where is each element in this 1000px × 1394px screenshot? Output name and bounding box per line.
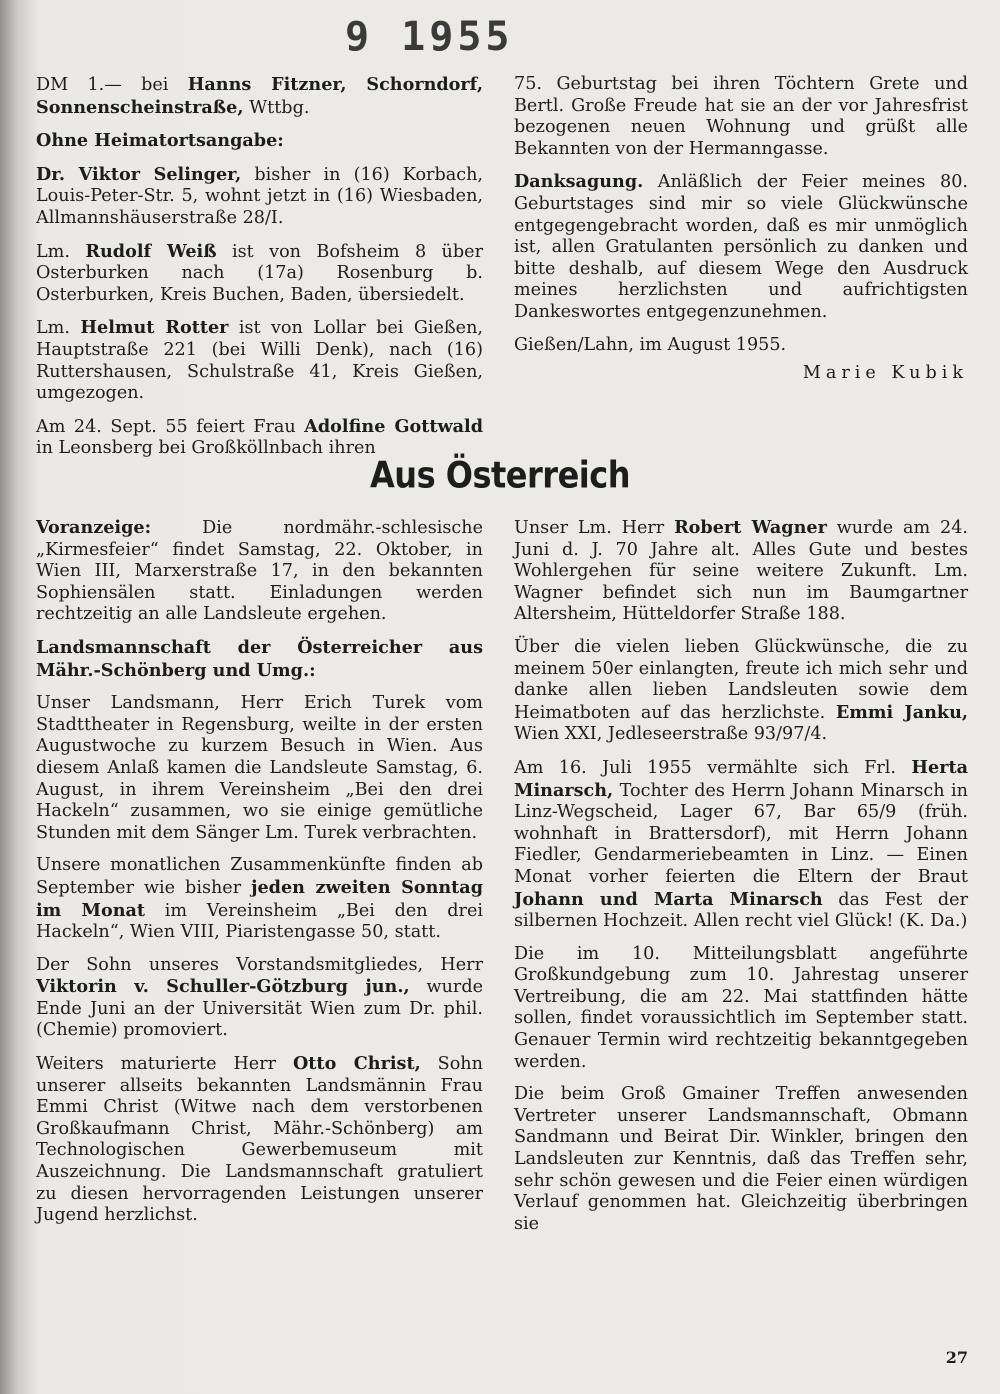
bold-run: jeden zweiten Sonntag im Monat <box>36 876 483 921</box>
paragraph-p9 <box>514 335 968 357</box>
paragraph-p5 <box>36 317 483 404</box>
column-top-right <box>514 74 968 385</box>
text-run: Lm. <box>36 318 81 339</box>
text-run: Tochter des Herrn Johann Minarsch in Linz-Wegscheid, Lager 67, Bar 65/9 (früh. wohnhaft in Brattersdorf), mit Herrn Johann Fiedler, Gendarmeriebeamten in Linz. — Einen Monat vorher feierten die Eltern der Braut <box>514 780 968 887</box>
text-run: ist von Bofsheim 8 über Osterburken nach (17a) Rosenburg b. Osterburken, Kreis Buchen, Baden, übersiedelt. <box>36 241 483 305</box>
paragraph-p13 <box>36 855 483 943</box>
paragraph-p7 <box>514 74 968 160</box>
section-title: Aus Österreich <box>370 453 630 497</box>
text-run: wurde Ende Juni an der Universität Wien zum Dr. phil. (Chemie) promoviert. <box>36 977 483 1041</box>
text-run: Die im 10. Mitteilungsblatt angeführte Großkundgebung zum 10. Jahrestag unserer Vertreibung, die am 22. Mai stattfinden hätte sollen, findet voraussichtlich im September statt. Genauer Termin wird rechtzeitig bekanntgegeben werden. <box>514 943 968 1072</box>
paragraph-p4 <box>36 241 483 307</box>
bold-run: Viktorin v. Schuller-Götzburg jun., <box>36 976 410 998</box>
text-run: Unsere monatlichen Zusammenkünfte finden ab September wie bisher <box>36 855 483 898</box>
paragraph-p2 <box>36 130 483 153</box>
text-run: bisher in (16) Korbach, Louis-Peter-Str. 5, wohnt jetzt in (16) Wiesbaden, Allmannshäuserstraße 28/I. <box>36 164 483 228</box>
paragraph-p19 <box>514 944 968 1074</box>
bold-run: Adolfine Gottwald <box>304 415 483 437</box>
text-run: Gießen/Lahn, im August 1955. <box>514 334 787 355</box>
text-run: im Vereinsheim „Bei den drei Hackeln“, Wien VIII, Piaristengasse 50, statt. <box>36 900 484 943</box>
paragraph-p3 <box>36 164 483 230</box>
paragraph-p11 <box>36 637 483 682</box>
bold-run: Hanns Fitzner, Schorndorf, Sonnenscheinstraße, <box>36 74 483 118</box>
paragraph-p8 <box>514 171 968 323</box>
paragraph-p18 <box>514 757 968 933</box>
bold-run: Dr. Viktor Selinger, <box>36 163 242 185</box>
text-run: ist von Lollar bei Gießen, Hauptstraße 221 (bei Willi Denk), nach (16) Ruttershausen, Schulstraße 41, Kreis Gießen, umgezogen. <box>36 318 483 404</box>
text-run: das Fest der silbernen Hochzeit. Allen recht viel Glück! (K. Da.) <box>514 889 969 932</box>
text-run: Am 24. Sept. 55 feiert Frau <box>36 416 305 437</box>
text-run: in Leonsberg bei Großköllnbach ihren <box>36 438 376 459</box>
paragraph-p15 <box>36 1053 483 1227</box>
text-run: Die nordmähr.-schlesische „Kirmesfeier“ findet Samstag, 22. Oktober, in Wien III, Marxerstraße 17, in den bekannten Sophiensälen statt. Einladungen werden rechtzeitig an alle Landsleute ergehen. <box>36 518 483 625</box>
text-run: Der Sohn unseres Vorstandsmitgliedes, Herr <box>36 954 483 975</box>
text-run: wurde am 24. Juni d. J. 70 Jahre alt. Alles Gute und bestes Wohlergehen für seine weitere Zukunft. Lm. Wagner befindet sich nun im Baumgartner Altersheim, Hütteldorfer Straße 188. <box>514 518 969 625</box>
text-run: Weiters maturierte Herr <box>36 1054 293 1075</box>
text-run: Sohn unserer allseits bekannten Landsmännin Frau Emmi Christ (Witwe nach dem verstorbenen Großkaufmann Christ, Mähr.-Schönberg) am Technologischen Gewerbemuseum mit Auszeichnung. Die Landsmannschaft gratuliert zu diesen hervorragenden Leistungen unserer Jugend herzlichst. <box>36 1054 483 1226</box>
text-run: Wien XXI, Jedleseerstraße 93/97/4. <box>514 724 828 745</box>
bold-run: Otto Christ, <box>292 1053 421 1075</box>
bold-run: Johann und Marta Minarsch <box>514 888 823 910</box>
bold-run: Danksagung. <box>514 171 644 193</box>
bold-run: Landsmannschaft der Österreicher aus Mähr.-Schönberg und Umg.: <box>36 636 483 681</box>
text-run: Lm. <box>36 241 86 262</box>
bold-run: Emmi Janku, <box>835 701 968 723</box>
text-run: Unser Landsmann, Herr Erich Turek vom Stadttheater in Regensburg, weilte in der ersten Augustwoche zu kurzem Besuch in Wien. Aus diesem Anlaß kamen die Landsleute Samstag, 6. August, in ihrem Vereinsheim „Bei den drei Hackeln“ zusammen, wo sie einige gemütliche Stunden mit dem Sänger Lm. Turek verbrachten. <box>36 693 483 843</box>
text-run: 75. Geburtstag bei ihren Töchtern Grete und Bertl. Große Freude hat sie an der vor Jahresfrist bezogenen neuen Wohnung und grüßt alle Bekannten von der Hermanngasse. <box>514 74 968 159</box>
paragraph-p10 <box>36 517 483 626</box>
bold-run: Robert Wagner <box>674 517 827 538</box>
text-run: DM 1.— bei <box>36 75 188 95</box>
bold-run: Voranzeige: <box>36 517 152 538</box>
paragraph-p1 <box>36 74 483 119</box>
column-top-right-body <box>514 74 968 356</box>
bold-run: Ohne Heimatortsangabe: <box>36 130 284 152</box>
text-run: Anläßlich der Feier meines 80. Geburtstages sind mir so viele Glückwünsche entgegengebracht worden, daß es mir unmöglich ist, allen Gratulanten persönlich zu danken und bitte deshalb, auf diesem Wege den Ausdruck meines herzlichsten und aufrichtigsten Dankeswortes entgegenzunehmen. <box>514 172 968 322</box>
bold-run: Helmut Rotter <box>80 317 229 339</box>
bold-run: Rudolf Weiß <box>85 240 217 262</box>
column-bottom-left <box>36 517 483 1238</box>
text-run: Am 16. Juli 1955 vermählte sich Frl. <box>514 757 912 778</box>
text-run: Über die vielen lieben Glückwünsche, die zu meinem 50er einlangten, freute ich mich sehr und danke allen lieben Landsleuten sowie dem Heimatboten auf das herzlichste. <box>514 636 968 723</box>
paragraph-p17 <box>514 637 968 746</box>
paragraph-p20 <box>514 1084 968 1235</box>
bold-run: Herta Minarsch, <box>514 756 968 801</box>
signature: Marie Kubik <box>802 363 968 384</box>
page-number: 27 <box>945 1348 968 1367</box>
text-run: Wttbg. <box>243 97 310 118</box>
paragraph-p16 <box>514 517 968 626</box>
paragraph-p14 <box>36 955 483 1042</box>
column-bottom-right <box>514 517 968 1246</box>
issue-number: 9 1955 <box>345 14 514 60</box>
column-top-left <box>36 74 483 471</box>
text-run: Die beim Groß Gmainer Treffen anwesenden Vertreter unserer Landsmannschaft, Obmann Sandmann und Beirat Dir. Winkler, bringen den Landsleuten zur Kenntnis, daß das Treffen sehr, sehr schön gewesen und die Feier einen würdigen Verlauf genommen hat. Gleichzeitig überbringen sie <box>514 1084 968 1234</box>
text-run: Unser Lm. Herr <box>514 518 675 538</box>
paragraph-p12 <box>36 693 483 844</box>
